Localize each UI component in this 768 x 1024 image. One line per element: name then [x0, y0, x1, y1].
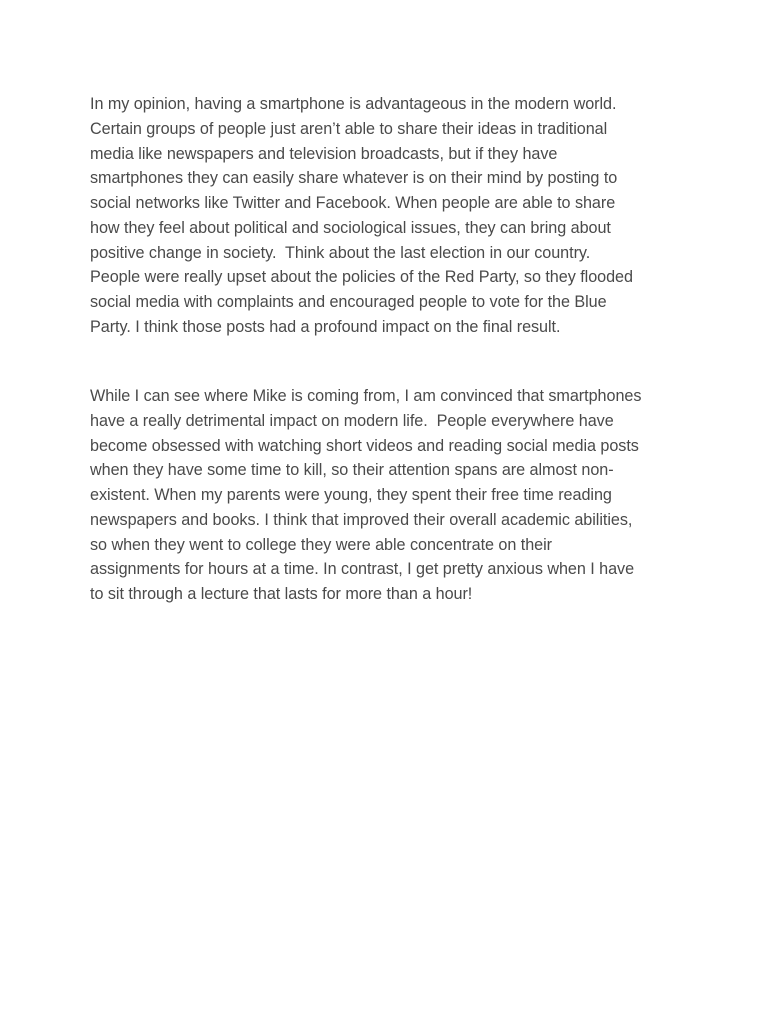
- text-line: have a really detrimental impact on modern life. People everywhere have: [90, 411, 614, 430]
- text-line: to sit through a lecture that lasts for more than a hour!: [90, 585, 473, 603]
- text-line: People were really upset about the policies of the Red Party, so they flooded: [90, 268, 633, 287]
- text-line: Certain groups of people just aren’t able to share their ideas in traditional: [90, 119, 608, 138]
- text-line: social media with complaints and encouraged people to vote for the Blue: [90, 293, 607, 311]
- text-line: become obsessed with watching short videos and reading social media posts: [90, 436, 639, 455]
- text-line: existent. When my parents were young, they spent their free time reading: [90, 486, 612, 504]
- text-line: media like newspapers and television broadcasts, but if they have: [90, 144, 558, 163]
- text-line: newspapers and books. I think that improved their overall academic abilities,: [90, 510, 633, 529]
- text-line: social networks like Twitter and Facebook. When people are able to share: [90, 194, 616, 212]
- paragraph-smartphone-detriment: [90, 384, 690, 607]
- text-line: assignments for hours at a time. In contrast, I get pretty anxious when I have: [90, 560, 635, 579]
- text-line: positive change in society. Think about the last election in our country.: [90, 243, 591, 262]
- text-line: While I can see where Mike is coming from, I am convinced that smartphones: [90, 387, 642, 405]
- text-line: how they feel about political and sociological issues, they can bring about: [90, 218, 611, 237]
- text-line: Party. I think those posts had a profound impact on the final result.: [90, 317, 561, 336]
- text-line: smartphones they can easily share whatever is on their mind by posting to: [90, 169, 618, 188]
- text-line: so when they went to college they were able concentrate on their: [90, 535, 553, 554]
- paragraph-smartphone-advantage: [90, 92, 690, 340]
- text-line: In my opinion, having a smartphone is advantageous in the modern world.: [90, 95, 617, 113]
- text-line: when they have some time to kill, so their attention spans are almost non-: [90, 461, 614, 480]
